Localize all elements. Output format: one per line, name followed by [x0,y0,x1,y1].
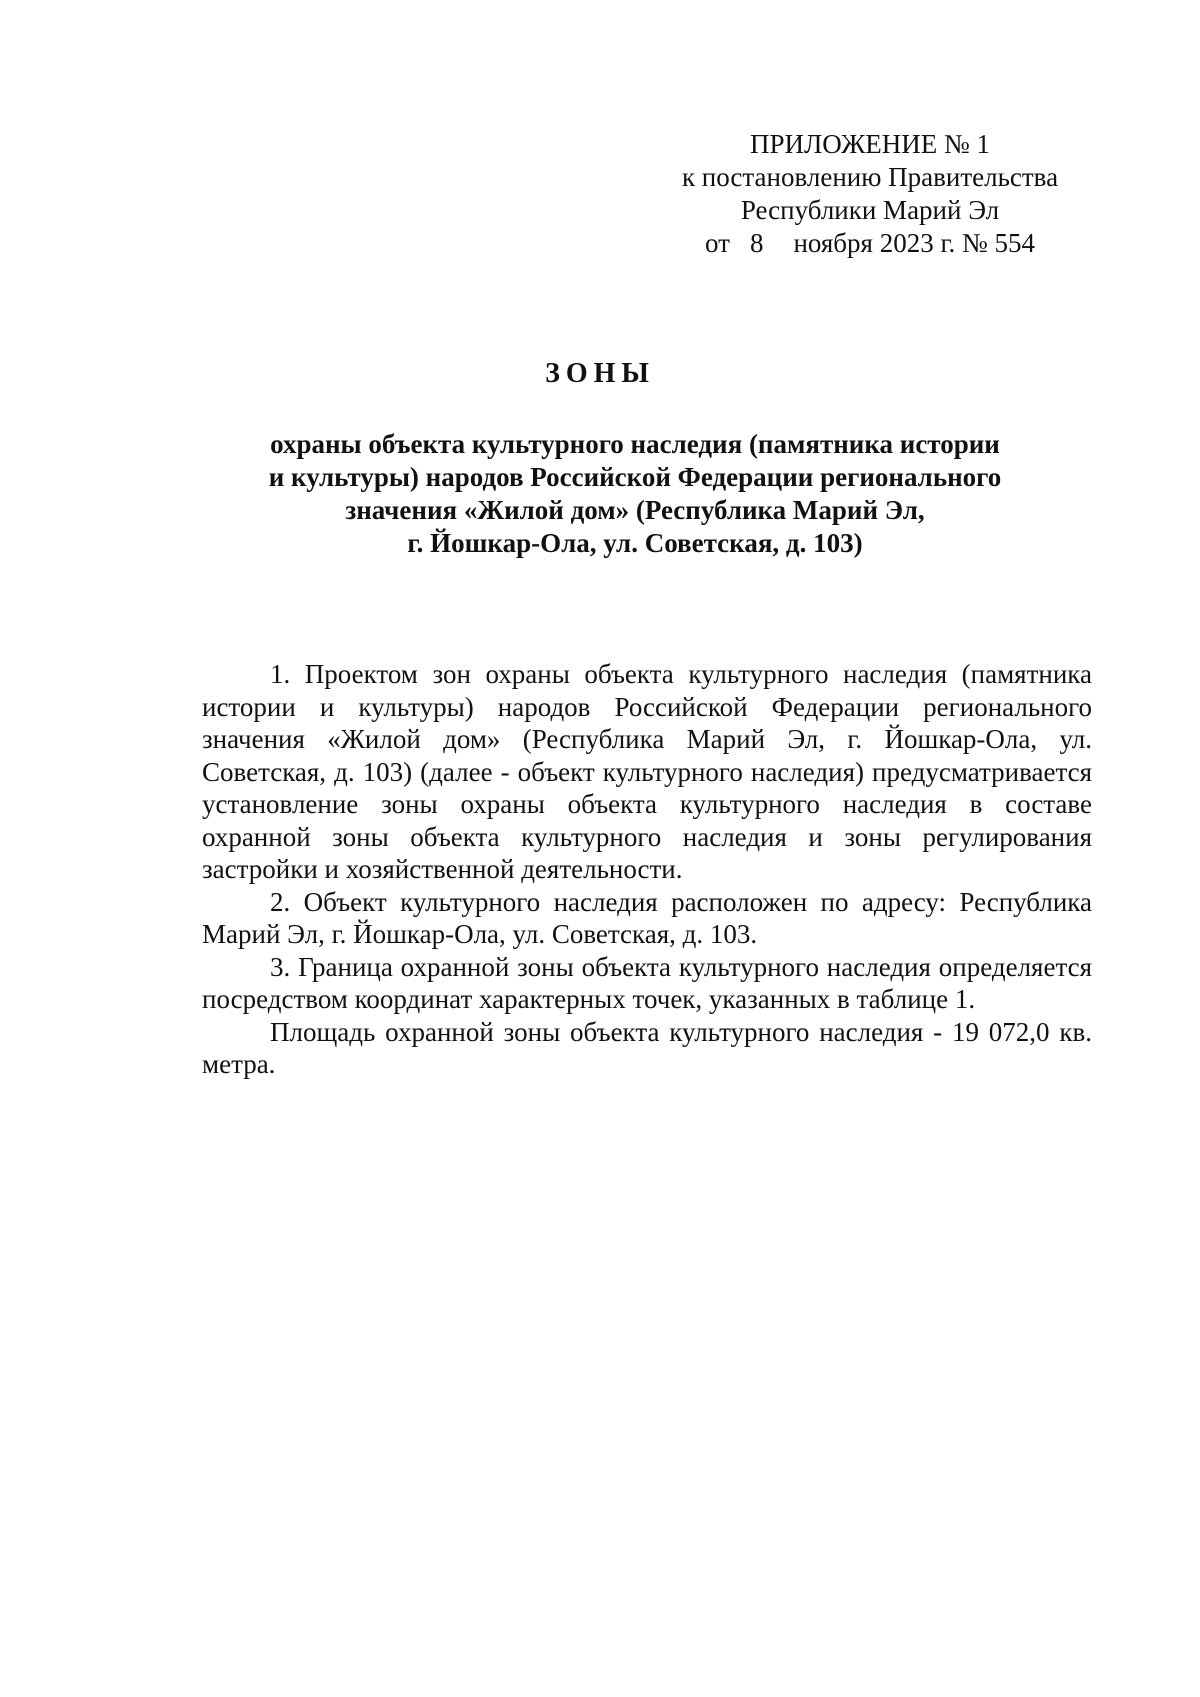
document-body [202,658,1092,1081]
date-day: 8 [749,228,764,258]
date-rest: ноября 2023 г. № 554 [793,228,1035,258]
appendix-date [640,227,1100,260]
date-prefix: от [704,228,730,258]
appendix-reference: к постановлению Правительства [681,162,1059,192]
document-title: ЗОНЫ [545,358,655,389]
appendix-header [640,128,1100,260]
paragraph: 3. Граница охранной зоны объекта культурного наследия определяется посредством координат характерных точек, указанных в таблице 1. [202,951,1092,1014]
document-subtitle [230,428,1040,560]
paragraph: 2. Объект культурного наследия расположен по адресу: Республика Марий Эл, г. Йошкар-Ола, ул. Советская, д. 103. [202,886,1092,949]
subtitle-line: охраны объекта культурного наследия (памятника истории [270,429,1000,459]
appendix-authority: Республики Марий Эл [740,195,1000,225]
appendix-number: ПРИЛОЖЕНИЕ № 1 [749,129,991,159]
paragraph: 1. Проектом зон охраны объекта культурного наследия (памятника истории и культуры) народов Российской Федерации регионального значения «Жилой дом» (Республика Марий Эл, г. Йошкар-Ола, ул. Советская, д. 103) (далее - объект культурного наследия) предусматривается установление зоны охраны объекта культурного наследия в составе охранной зоны объекта культурного наследия и зоны регулирования застройки и хозяйственной деятельности. [202,659,1092,884]
paragraph: Площадь охранной зоны объекта культурного наследия - 19 072,0 кв. метра. [202,1016,1092,1079]
subtitle-line: значения «Жилой дом» (Республика Марий Эл, [345,495,925,525]
subtitle-line: г. Йошкар-Ола, ул. Советская, д. 103) [407,528,863,558]
subtitle-line: и культуры) народов Российской Федерации регионального [268,462,1002,492]
